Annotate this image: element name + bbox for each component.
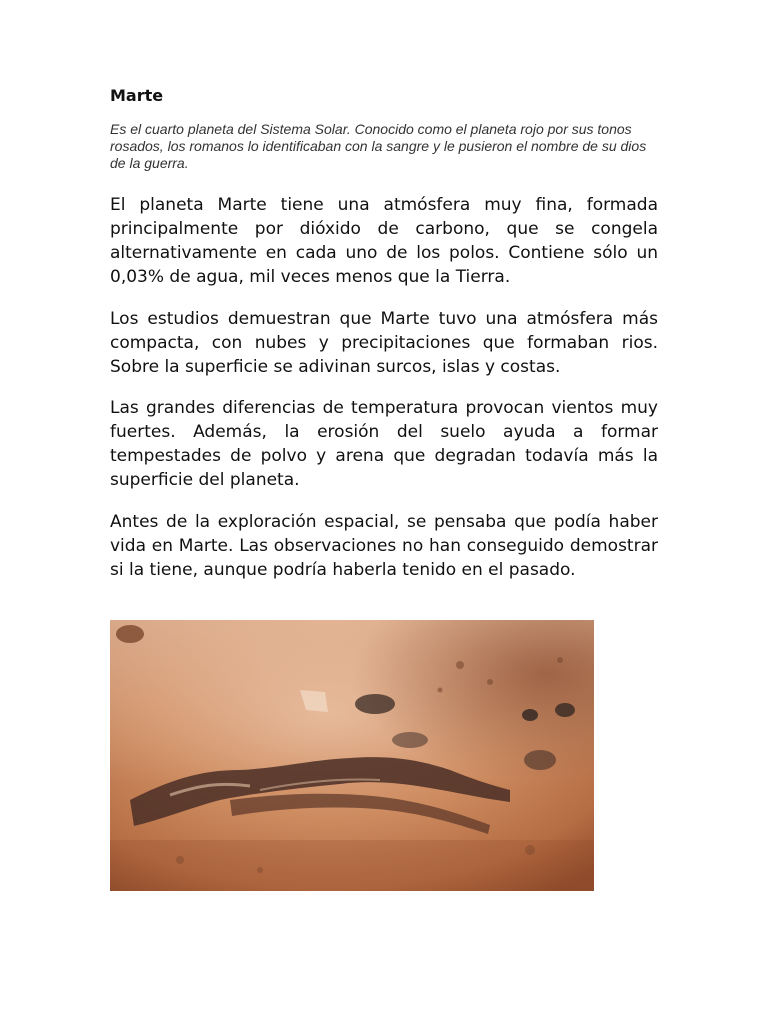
mars-photo [110, 620, 594, 891]
body-paragraph-1: El planeta Marte tiene una atmósfera muy fina, formada principalmente por dióxido de carbono, que se congela alternativamente en cada uno de los polos. Contiene sólo un 0,03% de agua, mil veces menos que la Tierra. [110, 195, 658, 287]
body-paragraph-4: Antes de la exploración espacial, se pensaba que podía haber vida en Marte. Las observaciones no han conseguido demostrar si la tiene, aunque podría haberla tenido en el pasado. [110, 512, 658, 580]
intro-paragraph: Es el cuarto planeta del Sistema Solar. Conocido como el planeta rojo por sus tonos rosados, los romanos lo identificaban con la sangre y le pusieron el nombre de su dios de la guerra. [110, 121, 647, 171]
document-title: Marte [110, 86, 164, 105]
body-paragraph-3: Las grandes diferencias de temperatura provocan vientos muy fuertes. Además, la erosión del suelo ayuda a formar tempestades de polvo y arena que degradan todavía más la superficie del planeta. [110, 398, 658, 490]
body-paragraph-2: Los estudios demuestran que Marte tuvo una atmósfera más compacta, con nubes y precipitaciones que formaban rios. Sobre la superficie se adivinan surcos, islas y costas. [110, 309, 658, 377]
